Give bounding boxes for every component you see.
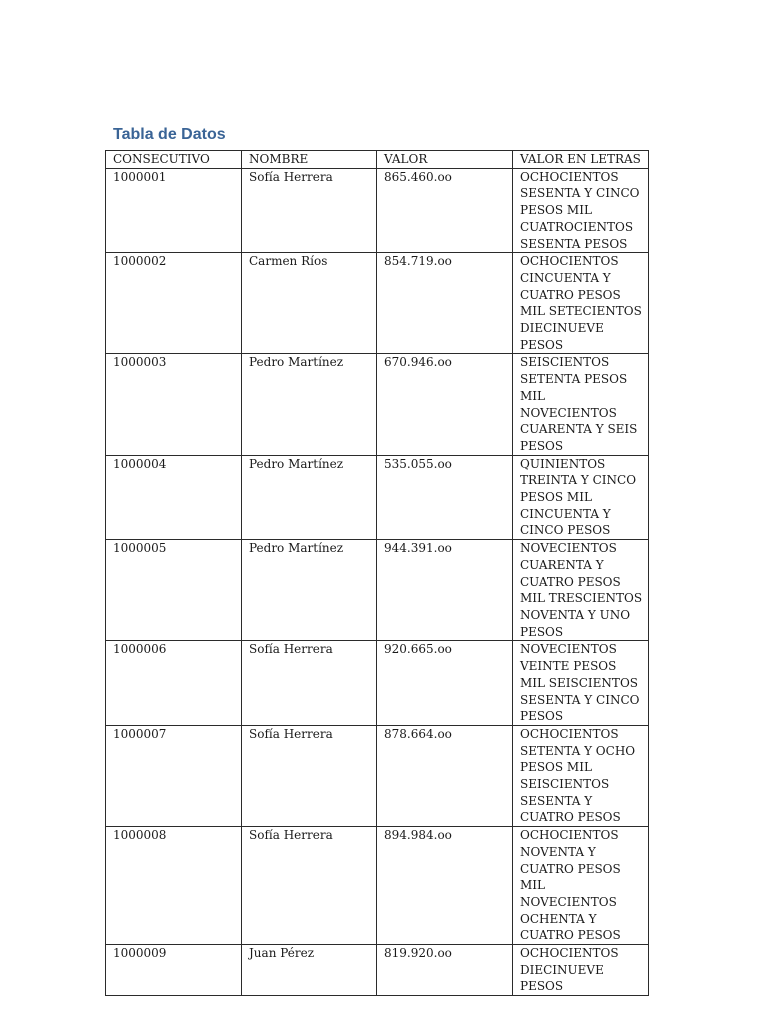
cell-consecutivo: 1000008 — [106, 827, 242, 945]
page-title: Tabla de Datos — [113, 126, 226, 143]
table-row — [106, 641, 649, 726]
cell-valor: 944.391.oo — [377, 540, 513, 641]
cell-valor: 854.719.oo — [377, 253, 513, 354]
cell-valor: 878.664.oo — [377, 725, 513, 826]
table-row — [106, 827, 649, 945]
cell-consecutivo: 1000002 — [106, 253, 242, 354]
data-table — [105, 150, 649, 996]
cell-valor-en-letras: OCHOCIENTOS DIECINUEVE PESOS — [513, 945, 649, 996]
cell-nombre: Pedro Martínez — [242, 455, 377, 540]
cell-nombre: Sofía Herrera — [242, 725, 377, 826]
cell-nombre: Juan Pérez — [242, 945, 377, 996]
cell-valor: 865.460.oo — [377, 168, 513, 253]
cell-valor: 819.920.oo — [377, 945, 513, 996]
cell-consecutivo: 1000007 — [106, 725, 242, 826]
cell-consecutivo: 1000006 — [106, 641, 242, 726]
cell-valor: 920.665.oo — [377, 641, 513, 726]
cell-nombre: Pedro Martínez — [242, 354, 377, 455]
cell-valor-en-letras: SEISCIENTOS SETENTA PESOS MIL NOVECIENTOS CUARENTA Y SEIS PESOS — [513, 354, 649, 455]
cell-valor: 894.984.oo — [377, 827, 513, 945]
cell-valor-en-letras: OCHOCIENTOS NOVENTA Y CUATRO PESOS MIL NOVECIENTOS OCHENTA Y CUATRO PESOS — [513, 827, 649, 945]
cell-valor: 670.946.oo — [377, 354, 513, 455]
cell-consecutivo: 1000005 — [106, 540, 242, 641]
cell-valor-en-letras: OCHOCIENTOS CINCUENTA Y CUATRO PESOS MIL SETECIENTOS DIECINUEVE PESOS — [513, 253, 649, 354]
table-row — [106, 945, 649, 996]
cell-consecutivo: 1000009 — [106, 945, 242, 996]
column-header-valor: VALOR — [377, 151, 513, 169]
column-header-nombre: NOMBRE — [242, 151, 377, 169]
column-header-consecutivo: CONSECUTIVO — [106, 151, 242, 169]
cell-valor-en-letras: QUINIENTOS TREINTA Y CINCO PESOS MIL CINCUENTA Y CINCO PESOS — [513, 455, 649, 540]
cell-nombre: Sofía Herrera — [242, 168, 377, 253]
cell-consecutivo: 1000004 — [106, 455, 242, 540]
table-row — [106, 253, 649, 354]
table-row — [106, 725, 649, 826]
cell-nombre: Pedro Martínez — [242, 540, 377, 641]
cell-valor-en-letras: NOVECIENTOS VEINTE PESOS MIL SEISCIENTOS SESENTA Y CINCO PESOS — [513, 641, 649, 726]
column-header-valor-en-letras: VALOR EN LETRAS — [513, 151, 649, 169]
table-header-row — [106, 151, 649, 169]
cell-valor-en-letras: OCHOCIENTOS SESENTA Y CINCO PESOS MIL CUATROCIENTOS SESENTA PESOS — [513, 168, 649, 253]
table-row — [106, 168, 649, 253]
cell-valor-en-letras: OCHOCIENTOS SETENTA Y OCHO PESOS MIL SEISCIENTOS SESENTA Y CUATRO PESOS — [513, 725, 649, 826]
cell-consecutivo: 1000001 — [106, 168, 242, 253]
cell-valor: 535.055.oo — [377, 455, 513, 540]
table-row — [106, 455, 649, 540]
cell-consecutivo: 1000003 — [106, 354, 242, 455]
cell-nombre: Sofía Herrera — [242, 641, 377, 726]
cell-valor-en-letras: NOVECIENTOS CUARENTA Y CUATRO PESOS MIL TRESCIENTOS NOVENTA Y UNO PESOS — [513, 540, 649, 641]
table-row — [106, 540, 649, 641]
table-row — [106, 354, 649, 455]
cell-nombre: Carmen Ríos — [242, 253, 377, 354]
cell-nombre: Sofía Herrera — [242, 827, 377, 945]
